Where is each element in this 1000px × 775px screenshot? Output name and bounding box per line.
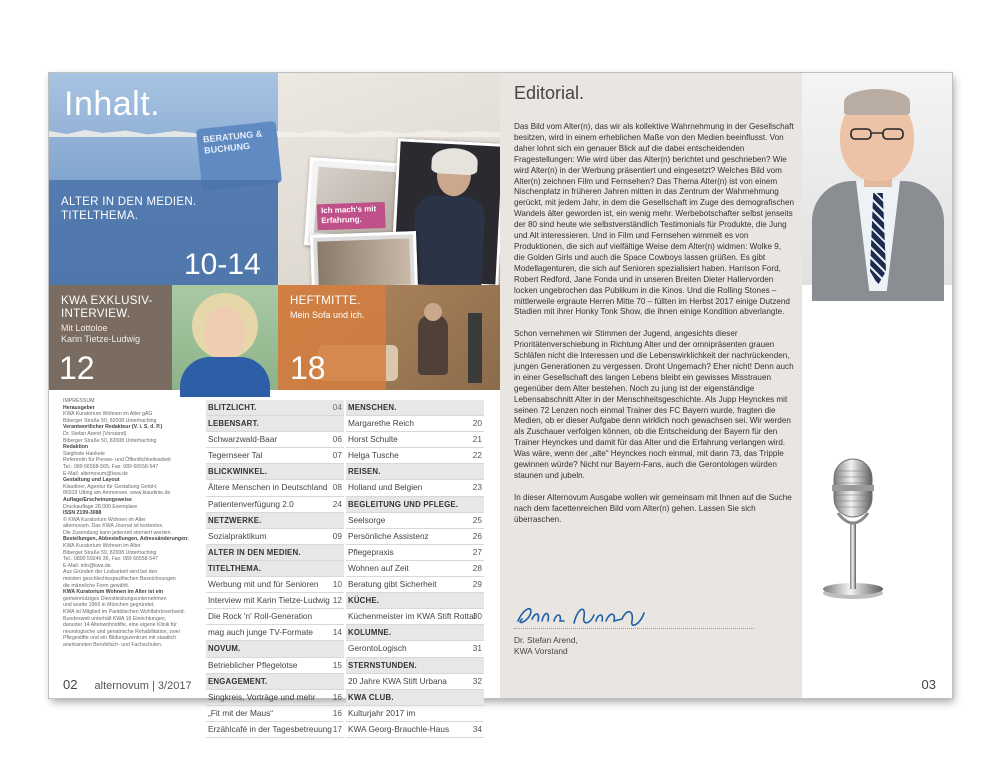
- impressum-line: Verantwortlicher Redakteur (V. i. S. d. P.): [63, 424, 163, 431]
- toc-label: KWA Georg-Brauchle-Haus: [348, 723, 450, 734]
- toc-page-number: 25: [472, 514, 482, 525]
- toc-label: Helga Tusche: [348, 450, 399, 461]
- interview-sub-line2: Karin Tietze-Ludwig: [61, 334, 141, 344]
- toc-entry[interactable]: [206, 706, 344, 722]
- toc-entry[interactable]: [206, 722, 344, 738]
- toc-page-number: 10: [332, 579, 342, 590]
- toc-page-number: 14: [332, 627, 342, 638]
- toc-label: ALTER IN DEN MEDIEN.: [208, 547, 301, 557]
- editorial-page: [500, 73, 952, 698]
- toc-page-number: 09: [332, 530, 342, 541]
- toc-entry[interactable]: [206, 577, 344, 593]
- impressum-line: Tel.: 089 66558-565, Fax: 089 66558-547: [63, 463, 159, 470]
- impressum-line: KWA Kuratorium Wohnen im Alter ist ein: [63, 589, 164, 596]
- signer-name: Dr. Stefan Arend,: [514, 635, 578, 645]
- handwritten-signature: [514, 601, 654, 631]
- title-theme-line2: TITELTHEMA.: [61, 210, 139, 222]
- toc-label: Die Rock 'n' Roll-Generation: [208, 611, 313, 622]
- title-theme-line1: ALTER IN DEN MEDIEN.: [61, 196, 197, 208]
- heftmitte-title: HEFTMITTE.: [290, 295, 361, 307]
- impressum-line: KWA Kuratorium Wohnen im Alter gAG: [63, 411, 153, 418]
- impressum-line: darunter 14 Altenwohnstifte, eine eigene Klinik für: [63, 622, 177, 629]
- toc-label: Patientenverfügung 2.0: [208, 498, 294, 509]
- advert-bubble-text: BERATUNG & BUCHUNG: [202, 128, 263, 156]
- toc-column-1: [206, 400, 344, 738]
- signer-block: [514, 635, 578, 657]
- toc-section-heading: [206, 561, 344, 577]
- toc-page-number: 31: [472, 643, 482, 654]
- toc-column-2: [346, 400, 484, 738]
- toc-label: BLICKWINKEL.: [208, 467, 268, 477]
- toc-label: MENSCHEN.: [348, 403, 397, 412]
- toc-entry[interactable]: [206, 497, 344, 513]
- toc-page-number: 32: [472, 675, 482, 686]
- toc-section-heading: [346, 497, 484, 513]
- toc-section-heading: [206, 464, 344, 480]
- toc-label: Horst Schulte: [348, 434, 398, 445]
- seated-person: [418, 315, 448, 375]
- toc-label: Holland und Belgien: [348, 482, 423, 493]
- toc-label: mag auch junge TV-Formate: [208, 627, 313, 638]
- toc-label: NOVUM.: [208, 644, 241, 654]
- toc-label: LEBENSART.: [208, 419, 259, 429]
- toc-label: Margarethe Reich: [348, 418, 414, 429]
- impressum-line: KWA Kuratorium Wohnen im Alter: [63, 543, 141, 550]
- portrait-hairline: [844, 89, 910, 115]
- interview-sub-line1: Mit Lottoloe: [61, 323, 108, 333]
- toc-entry[interactable]: [206, 690, 344, 706]
- toc-entry[interactable]: [346, 416, 484, 432]
- toc-label: BLITZLICHT.: [208, 403, 257, 412]
- impressum-line: Referentin für Presse- und Öffentlichkeitsarbeit: [63, 457, 171, 464]
- toc-section-heading: [346, 658, 484, 674]
- toc-entry[interactable]: [346, 722, 484, 738]
- toc-entry[interactable]: [206, 609, 344, 625]
- tv-clipping-image: [317, 238, 411, 287]
- impressum-line: die männliche Form gewählt.: [63, 582, 130, 589]
- toc-section-heading: [206, 641, 344, 657]
- toc-entry[interactable]: [206, 448, 344, 464]
- toc-entry[interactable]: [346, 529, 484, 545]
- impressum-line: Bestellungen, Abbestellungen, Adressänderungen:: [63, 536, 189, 543]
- interview-title-line1: KWA EXKLUSIV-: [61, 295, 153, 307]
- toc-page-number: 06: [332, 434, 342, 445]
- toc-entry[interactable]: [346, 480, 484, 496]
- toc-entry[interactable]: [206, 658, 344, 674]
- toc-page-number: 26: [472, 530, 482, 541]
- author-portrait-photo: [802, 73, 952, 285]
- toc-page-number: 34: [472, 723, 482, 734]
- impressum-line: Dr. Stefan Arend (Vorstand): [63, 430, 127, 437]
- left-folio: [63, 677, 192, 692]
- toc-page-number: 21: [472, 434, 482, 445]
- impressum-line: Pflegestifte und ein Bildungszentrum mit staatlich: [63, 635, 177, 642]
- right-page-number: 03: [921, 677, 936, 692]
- impressum-line: Die Zusendung kann jederzeit storniert werden.: [63, 529, 172, 536]
- interview-portrait-photo: [172, 285, 278, 390]
- toc-label: REISEN.: [348, 467, 381, 477]
- toc-section-heading: [206, 674, 344, 690]
- impressum-line: © KWA Kuratorium Wohnen im Alter: [63, 516, 146, 523]
- toc-page-number: 08: [332, 482, 342, 493]
- toc-page-number: 23: [472, 482, 482, 493]
- toc-label: Beratung gibt Sicherheit: [348, 579, 437, 590]
- clipping-tag: Ich mach's mit Erfahrung.: [317, 202, 386, 230]
- left-page-number: 02: [63, 677, 78, 692]
- toc-page-number: 16: [332, 707, 342, 718]
- editorial-paragraph-1: Das Bild vom Alter(n), das wir als kollektive Wahrnehmung in der Gesellschaft besitzen, wird in einem erheblichen Maße von den Medien beeinflusst. Von daher lohnt sich ein genauer Blick auf die dabei entscheidenden Fragestellungen: Wie wird über das Alter(n) berichtet und geschrieben? Wie wird Alter(n) in der Werbung präsentiert und eingesetzt? Welches Bild vom Alter(n) zeichnen Film und Fernsehen? Das Thema Alter(n) ist von einem Nischenplatz in früheren Jahren mitten in das Zentrum der Wahrnehmung gerückt, mit jedem Jahr, in dem die Gesellschaft im Zuge des demografischen Wandels älter geworden ist, ein wenig mehr. Werbebotschafter selbst jenseits der 80 sind heute wie selbstverständlich Testimonials für Produkte, die Jung und Alt interessieren. Und in Film und Fernsehen wimmelt es von Produktionen, die sich auf vielfältige Weise dem Alter(n) widmen: Wolke 9, die Golden Girls und auch die Space Cowboys lassen grüßen. Es gibt Modellagenturen, die sich auf Senioren spezialisiert haben. Harrison Ford, Robert Redford, Jane Fonda und in unseren Breiten Dieter Hallervorden locken ungebrochen das Publikum in die Kinos. Und die Rolling Stones – mittlerweile ergraute Herren Mitte 70 – füllten im Herbst 2017 einige Dutzend Stadien mit ihrer Honky Tonk Show, die ihnen einige Kondition abverlangte.: [514, 122, 794, 317]
- toc-label: Sozialpraktikum: [208, 530, 267, 541]
- interview-title-line2: INTERVIEW.: [61, 308, 131, 320]
- toc-page-number: 12: [332, 595, 342, 606]
- toc-section-heading: [206, 545, 344, 561]
- toc-label: Werbung mit und für Senioren: [208, 579, 319, 590]
- page-title: Inhalt.: [64, 85, 161, 123]
- impressum-line: Aus Gründen der Lesbarkeit wird bei den: [63, 569, 158, 576]
- toc-entry[interactable]: [206, 432, 344, 448]
- toc-page-number: 20: [472, 418, 482, 429]
- impressum-line: E-Mail: alternovum@kwa.de: [63, 470, 128, 477]
- impressum-line: Redaktion: [63, 444, 89, 451]
- toc-label: KOLUMNE.: [348, 628, 392, 638]
- toc-section-heading: [346, 400, 484, 416]
- impressum-line: neurologische und geriatrische Rehabilitation, zwei: [63, 628, 180, 635]
- impressum-line: Biberger Straße 50, 82008 Unterhaching: [63, 417, 157, 424]
- impressum-line: Auflage/Erscheinungsweise: [63, 496, 132, 503]
- impressum-line: alternovum. Das KWA Journal ist kostenlos.: [63, 523, 164, 530]
- toc-section-heading: [346, 690, 484, 706]
- toc-entry[interactable]: [346, 448, 484, 464]
- toc-page-number: 30: [472, 611, 482, 622]
- impressum-line: Druckauflage 28.000 Exemplare: [63, 503, 138, 510]
- interview-subtitle: [61, 323, 140, 345]
- glasses-icon: [848, 127, 906, 141]
- toc-label: Wohnen auf Zeit: [348, 562, 409, 573]
- seated-person-head: [424, 303, 442, 321]
- toc-page-number: 24: [332, 498, 342, 509]
- toc-entry[interactable]: [346, 706, 484, 722]
- interview-page-number: 12: [59, 350, 95, 386]
- model-suit: [411, 194, 486, 288]
- toc-label: Küchenmeister im KWA Stift Rottal: [348, 611, 476, 622]
- impressum-line: IMPRESSUM: [63, 398, 95, 404]
- impressum-line: KWA ist Mitglied im Paritätischen Wohlfahrtsverband.: [63, 609, 185, 615]
- editorial-paragraph-2: Schon vernehmen wir Stimmen der Jugend, angesichts dieser Prioritätenverschiebung in Richtung Alter und der omnipräsenten grauen Schläfen nicht die Interessen und die Lebenswirklichkeit der nachrückenden, jungen Generationen zu vergessen. Droht Ungemach? Eher nicht! Denn auch in einer Gesellschaft des langen Lebens bleibt ein gewisses Misstrauen gegenüber dem Alter bestehen. Noch zu jung ist der eigenständige Lebensabschnitt Alter in der Menschheitsgeschichte. Als Jupp Heynckes mit seinen 72 Lenzen noch einmal Trainer des FC Bayern wurde, fragten die Medien, ob er dieser Aufgabe denn wirklich noch gewachsen sei. Wir werden als Zuschauer verfolgen können, ob die Entscheidung der Bayern für den Trainer Heynckes und damit für das Alter und die Erfahrung verlangen wird. Was wäre, wenn der „alte“ Heynckes noch einmal, mit dann 73, das Tripple gewinnen würde? Nicht nur Bayern-Fans, auch die Gerontologen würden staunen und jubeln.: [514, 329, 794, 480]
- signer-role: KWA Vorstand: [514, 646, 568, 656]
- toc-section-heading: [206, 513, 344, 529]
- toc-entry[interactable]: [346, 545, 484, 561]
- toc-page-number: 15: [332, 659, 342, 670]
- toc-label: 20 Jahre KWA Stift Urbana: [348, 675, 447, 686]
- toc-label: NETZWERKE.: [208, 515, 262, 525]
- toc-label: ENGAGEMENT.: [208, 676, 268, 686]
- toc-entry[interactable]: [206, 625, 344, 641]
- microphone-icon: [818, 453, 888, 603]
- toc-section-heading: [206, 400, 344, 416]
- contents-page: [49, 73, 500, 734]
- toc-label: Interview mit Karin Tietze-Ludwig: [208, 595, 330, 606]
- impressum-line: Herausgeber: [63, 404, 95, 411]
- signature-divider: [514, 628, 754, 630]
- toc-entry[interactable]: [346, 609, 484, 625]
- model-hair: [431, 147, 478, 175]
- impressum-line: anerkannten Berufsfach- und Fachschulen.: [63, 641, 163, 648]
- impressum-line: und wurde 1966 in München gegründet.: [63, 602, 155, 609]
- heftmitte-page-number: 18: [290, 350, 326, 386]
- toc-label: GerontoLogisch: [348, 643, 407, 654]
- lamp-shape: [468, 313, 482, 383]
- portrait-shirt: [180, 357, 270, 397]
- magazine-issue: alternovum | 3/2017: [94, 680, 192, 692]
- impressum-line: gemeinnütziges Dienstleistungsunternehmen: [63, 595, 167, 602]
- toc-label: Ältere Menschen in Deutschland: [208, 482, 328, 493]
- toc-page-number: 28: [472, 562, 482, 573]
- toc-label: Schwarzwald-Baar: [208, 434, 278, 445]
- toc-entry[interactable]: [206, 593, 344, 609]
- impressum-line: meisten geschlechtsspezifischen Bezeichnungen: [63, 576, 176, 583]
- toc-entry[interactable]: [346, 513, 484, 529]
- impressum-block: [63, 398, 201, 649]
- title-theme-page-number: 10-14: [184, 248, 261, 281]
- toc-page-number: 07: [332, 450, 342, 461]
- toc-section-heading: [346, 593, 484, 609]
- toc-label: Pflegepraxis: [348, 546, 394, 557]
- toc-page-number: 17: [332, 723, 342, 734]
- toc-label: Singkreis, Vorträge und mehr: [208, 691, 316, 702]
- toc-page-number: 29: [472, 579, 482, 590]
- toc-entry[interactable]: [206, 480, 344, 496]
- toc-entry[interactable]: [346, 561, 484, 577]
- impressum-line: E-Mail: info@kwa.de: [63, 562, 111, 569]
- impressum-line: Klaudiner, Agentur für Gestaltung GmbH,: [63, 483, 158, 490]
- toc-page-number: 16: [332, 691, 342, 702]
- toc-entry[interactable]: [346, 641, 484, 657]
- toc-label: BEGLEITUNG UND PFLEGE.: [348, 499, 459, 509]
- impressum-line: Biberger Straße 50, 82008 Unterhaching: [63, 437, 157, 444]
- portrait-face: [204, 307, 246, 359]
- toc-label: Erzählcafé in der Tagesbetreuung: [208, 723, 332, 734]
- toc-label: Seelsorge: [348, 514, 386, 525]
- magazine-spread: [49, 73, 952, 734]
- toc-section-heading: [346, 464, 484, 480]
- toc-label: TITELTHEMA.: [208, 563, 262, 573]
- impressum-line: Gestaltung und Layout: [63, 477, 120, 484]
- toc-page-number: 04: [332, 403, 342, 412]
- toc-entry[interactable]: [346, 674, 484, 690]
- impressum-line: Bundesweit unterhält KWA 16 Einrichtungen,: [63, 615, 167, 622]
- toc-page-number: 27: [472, 546, 482, 557]
- editorial-title: Editorial.: [514, 83, 585, 103]
- toc-entry[interactable]: [206, 529, 344, 545]
- impressum-line: Sieglinde Hankele: [63, 450, 105, 457]
- impressum-line: Biberger Straße 50, 82008 Unterhaching: [63, 549, 157, 556]
- editorial-body: [514, 122, 794, 536]
- heftmitte-subtitle: Mein Sofa und ich.: [290, 310, 365, 320]
- toc-section-heading: [206, 416, 344, 432]
- toc-label: „Fit mit der Maus“: [208, 707, 273, 718]
- toc-page-number: 22: [472, 450, 482, 461]
- toc-label: STERNSTUNDEN.: [348, 660, 417, 670]
- editorial-paragraph-3: In dieser Alternovum Ausgabe wollen wir gemeinsam mit Ihnen auf die Suche nach dem facettenreichen Bild vom Alter(n) gehen. Lassen Sie sich überraschen.: [514, 492, 792, 524]
- toc-label: Tegernseer Tal: [208, 450, 263, 461]
- impressum-line: 86919 Utting am Ammersee, www.klaudinie.de: [63, 490, 171, 497]
- impressum-line: Tel.: 0800 59246 36, Fax: 089 66558-547: [63, 556, 158, 563]
- toc-label: Betrieblicher Pflegelotse: [208, 659, 298, 670]
- toc-entry[interactable]: [346, 577, 484, 593]
- impressum-line: ISSN 2199-3088: [63, 510, 102, 517]
- toc-entry[interactable]: [346, 432, 484, 448]
- toc-label: Kulturjahr 2017 im: [348, 707, 416, 718]
- toc-label: Persönliche Assistenz: [348, 530, 429, 541]
- title-theme-label: [61, 195, 197, 223]
- toc-section-heading: [346, 625, 484, 641]
- toc-label: KWA CLUB.: [348, 692, 394, 702]
- editorial-panel: [500, 73, 802, 698]
- toc-label: KÜCHE.: [348, 596, 380, 606]
- interview-title: [61, 295, 153, 321]
